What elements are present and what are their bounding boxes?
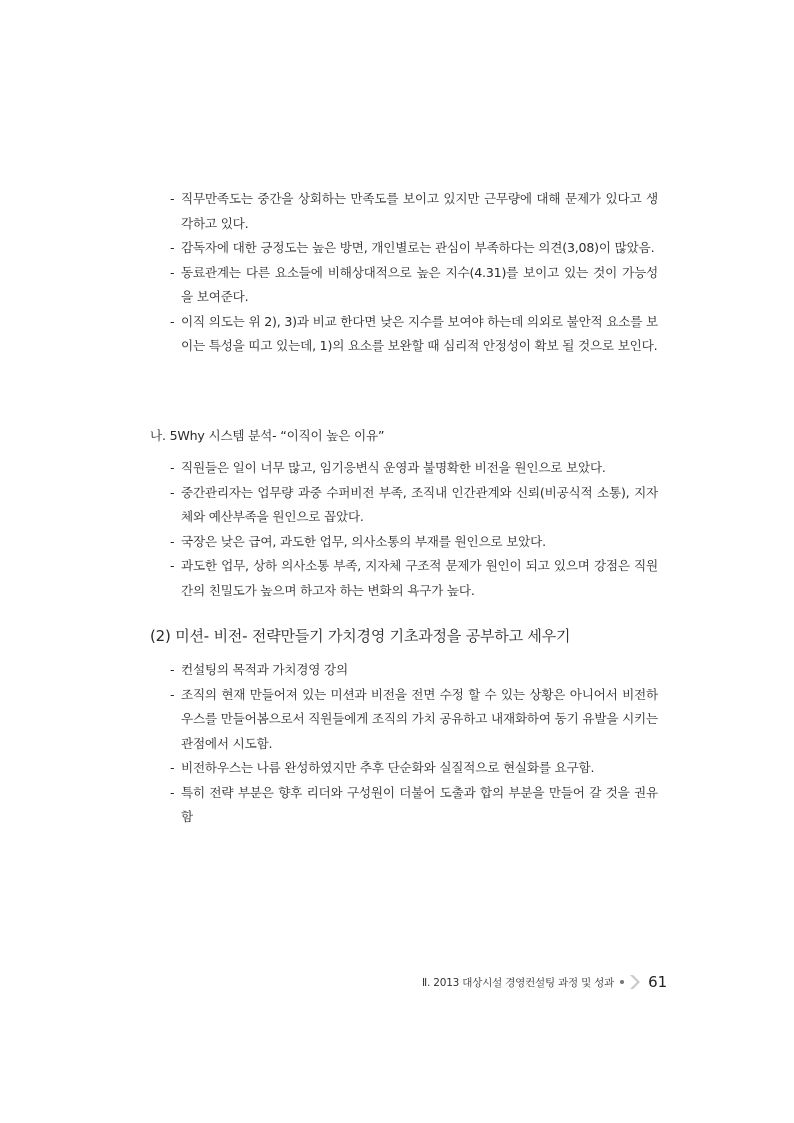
bullet-dash: - xyxy=(170,484,175,500)
list-item-text: 감독자에 대한 긍정도는 높은 방면, 개인별로는 관심이 부족하다는 의견(3,08)이 많았음. xyxy=(181,240,655,255)
list-item-text: 과도한 업무, 상하 의사소통 부족, 지자체 구조적 문제가 원인이 되고 있으며 강점은 직원 간의 친밀도가 높으며 하고자 하는 변화의 욕구가 높다. xyxy=(181,558,658,598)
bullet-dash: - xyxy=(170,191,175,206)
list-item-text: 조직의 현재 만들어져 있는 미션과 비전을 전면 수정 할 수 있는 상황은 아니어서 비전하우스를 만들어봄으로서 직원들에게 조직의 가치 공유하고 내재화하여 동기 유발을 시키는 관점에서 시도함. xyxy=(181,686,658,751)
heading-5why-analysis: 나. 5Why 시스템 분석- “이직이 높은 이유” xyxy=(150,428,385,443)
list-item-text: 이직 의도는 위 2), 3)과 비교 한다면 낮은 지수를 보여야 하는데 의외로 불안적 요소를 보이는 특성을 띠고 있는데, 1)의 요소를 보완할 때 심리적 안정성이 확보 될 것으로 보인다. xyxy=(181,313,658,353)
chevron-right-icon xyxy=(628,974,642,990)
section-5why xyxy=(0,456,794,603)
section-job-satisfaction xyxy=(0,187,794,359)
list-item-text: 직무만족도는 중간을 상회하는 만족도를 보이고 있지만 근무량에 대해 문제가 있다고 생각하고 있다. xyxy=(181,191,658,231)
bullet-dash: - xyxy=(170,662,175,677)
list-item-text: 컨설팅의 목적과 가치경영 강의 xyxy=(181,662,348,677)
list-item xyxy=(0,261,658,310)
bullet-dash: - xyxy=(170,760,175,775)
section-mission-vision xyxy=(0,658,794,830)
list-item xyxy=(0,530,658,555)
footer-chapter-title: Ⅱ. 2013 대상시설 경영컨설팅 과정 및 성과 xyxy=(422,976,615,989)
list-item xyxy=(0,310,658,359)
list-item xyxy=(0,554,658,603)
heading-mission-vision: (2) 미션- 비전- 전략만들기 가치경영 기초과정을 공부하고 세우기 xyxy=(150,627,571,645)
bullet-dash: - xyxy=(170,533,175,549)
list-item-text: 국장은 낮은 급여, 과도한 업무, 의사소통의 부재를 원인으로 보았다. xyxy=(181,533,546,549)
page-footer xyxy=(422,972,667,992)
list-item xyxy=(0,683,658,757)
list-item-text: 비전하우스는 나름 완성하였지만 추후 단순화와 실질적으로 현실화를 요구함. xyxy=(181,760,595,775)
list-item xyxy=(0,756,658,781)
list-item-text: 중간관리자는 업무량 과중 수퍼비전 부족, 조직내 인간관계와 신뢰(비공식적 소통), 지자체와 예산부족을 원인으로 꼽았다. xyxy=(181,484,658,524)
bullet-dot-icon xyxy=(620,980,624,984)
bullet-dash: - xyxy=(170,784,175,800)
list-item xyxy=(0,236,658,261)
list-item xyxy=(0,481,658,530)
list-item xyxy=(0,781,658,830)
list-item xyxy=(0,187,658,236)
bullet-dash: - xyxy=(170,686,175,702)
bullet-dash: - xyxy=(170,240,175,255)
bullet-dash: - xyxy=(170,460,175,475)
list-item xyxy=(0,456,658,481)
list-item xyxy=(0,658,658,683)
list-item-text: 동료관계는 다른 요소들에 비해상대적으로 높은 지수(4.31)를 보이고 있는 것이 가능성을 보여준다. xyxy=(181,264,658,304)
bullet-dash: - xyxy=(170,264,175,280)
bullet-dash: - xyxy=(170,558,175,573)
page-number: 61 xyxy=(648,973,668,991)
list-item-text: 특히 전략 부분은 향후 리더와 구성원이 더불어 도출과 합의 부분을 만들어 갈 것을 권유함 xyxy=(181,784,658,824)
list-item-text: 직원들은 일이 너무 많고, 임기응변식 운영과 불명확한 비전을 원인으로 보았다. xyxy=(181,460,606,475)
bullet-dash: - xyxy=(170,313,175,329)
